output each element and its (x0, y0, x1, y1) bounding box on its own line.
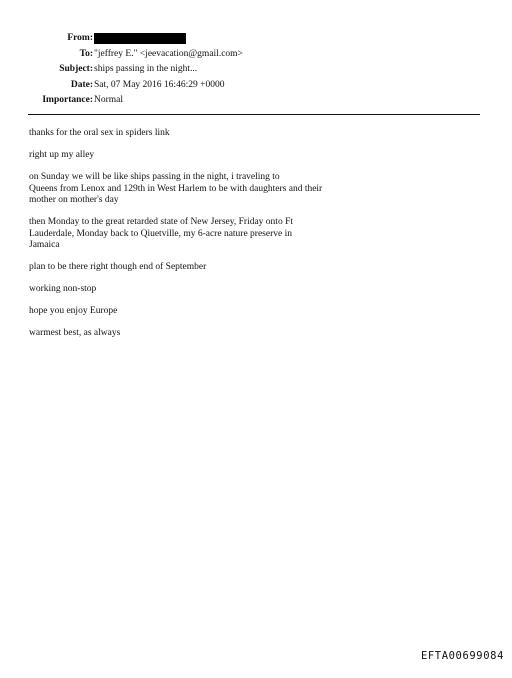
body-paragraph: right up my alley (29, 150, 95, 160)
header-divider (28, 114, 480, 115)
body-paragraph: then Monday to the great retarded state of New Jersey, Friday onto Ft Lauderdale, Monday back to Qiuetville, my 6-acre nature preserve in Jamaica (29, 217, 293, 250)
body-paragraph: warmest best, as always (29, 328, 121, 338)
from-row (0, 31, 512, 47)
body-paragraph: on Sunday we will be like ships passing in the night, i traveling to Queens from Lenox and 129th in West Harlem to be with daughters and their mother on mother's day (29, 172, 323, 205)
email-header (0, 31, 512, 109)
email-body (29, 128, 349, 350)
date-row (0, 78, 512, 94)
subject-row (0, 62, 512, 78)
importance-row (0, 93, 512, 109)
subject-label: Subject: (59, 64, 93, 74)
importance-label: Importance: (42, 95, 93, 105)
from-label: From: (67, 33, 93, 43)
to-label: To: (79, 48, 93, 59)
document-id: EFTA00699084 (420, 650, 504, 662)
body-paragraph: thanks for the oral sex in spiders link (29, 128, 170, 138)
to-row (0, 47, 512, 63)
body-paragraph: plan to be there right though end of September (29, 262, 207, 272)
body-paragraph: working non-stop (29, 284, 97, 294)
importance-value: Normal (94, 95, 124, 105)
date-value: Sat, 07 May 2016 16:46:29 +0000 (94, 79, 225, 90)
body-paragraph: hope you enjoy Europe (29, 306, 118, 316)
to-value: "jeffrey E." <jeevacation@gmail.com> (94, 48, 243, 59)
date-label: Date: (70, 79, 93, 90)
redaction-box (94, 33, 186, 44)
subject-value: ships passing in the night... (94, 64, 198, 74)
